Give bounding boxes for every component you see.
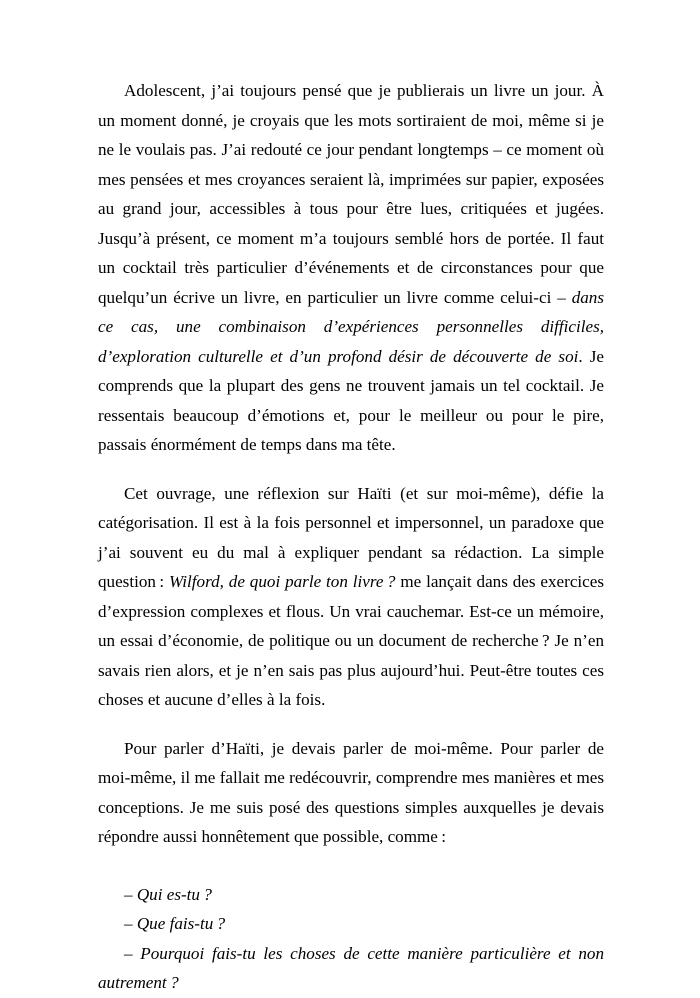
question-list <box>98 880 604 998</box>
paragraph-2-emphasis: Wilford, de quoi parle ton livre ? <box>168 572 396 591</box>
paragraph-2-run-3: me lançait dans des exercices d’expression complexes et flous. Un vrai cauchemar. Est-ce un mémoire, un essai d’économie, de politique ou un document de recherche ? Je n’en savais rien alors, et je n’en sais pas plus aujourd’hui. Peut-être toutes ces choses et aucune d’elles à la fois. <box>98 572 604 709</box>
paragraph-2 <box>98 479 604 715</box>
paragraph-3-run-1: Pour parler d’Haïti, je devais parler de moi-même. Pour parler de moi-même, il me fallait me redécouvrir, comprendre mes manières et mes conceptions. Je me suis posé des questions simples auxquelles je devais répondre aussi honnêtement que possible, comme : <box>98 738 604 846</box>
question-item-2: – Que fais-tu ? <box>124 914 226 933</box>
paragraph-1 <box>98 76 604 460</box>
paragraph-1-emphasis: dans ce cas, une combinaison d’expériences personnelles difficiles, d’exploration culturelle et d’un profond désir de découverte de soi <box>98 287 604 366</box>
paragraph-1-run-1: Adolescent, j’ai toujours pensé que je publierais un livre un jour. À un moment donné, je croyais que les mots sortiraient de moi, même si je ne le voulais pas. J’ai redouté ce jour pendant longtemps – ce moment où mes pensées et mes croyances seraient là, imprimées sur papier, exposées au grand jour, accessibles à tous pour être lues, critiquées et jugées. Jusqu’à présent, ce moment m’a toujours semblé hors de portée. Il faut un cocktail très particulier d’événements et de circonstances pour que quelqu’un écrive un livre, en particulier un livre comme celui-ci – <box>98 81 604 307</box>
text-column <box>98 76 604 998</box>
question-item-3: – Pourquoi fais-tu les choses de cette manière particulière et non autrement ? <box>98 943 604 992</box>
paragraph-3 <box>98 734 604 852</box>
question-item-1: – Qui es-tu ? <box>124 884 212 904</box>
paragraph-2-run-1: Cet ouvrage, une réflexion sur Haïti (et sur moi-même), défie la catégorisation. Il est à la fois personnel et impersonnel, un paradoxe que j’ai souvent eu du mal à expliquer pendant sa rédaction. La simple question : <box>98 483 604 591</box>
paragraph-1-run-3: . Je comprends que la plupart des gens ne trouvent jamais un tel cocktail. Je ressentais beaucoup d’émotions et, pour le meilleur ou pour le pire, passais énormément de temps dans ma tête. <box>98 346 604 454</box>
